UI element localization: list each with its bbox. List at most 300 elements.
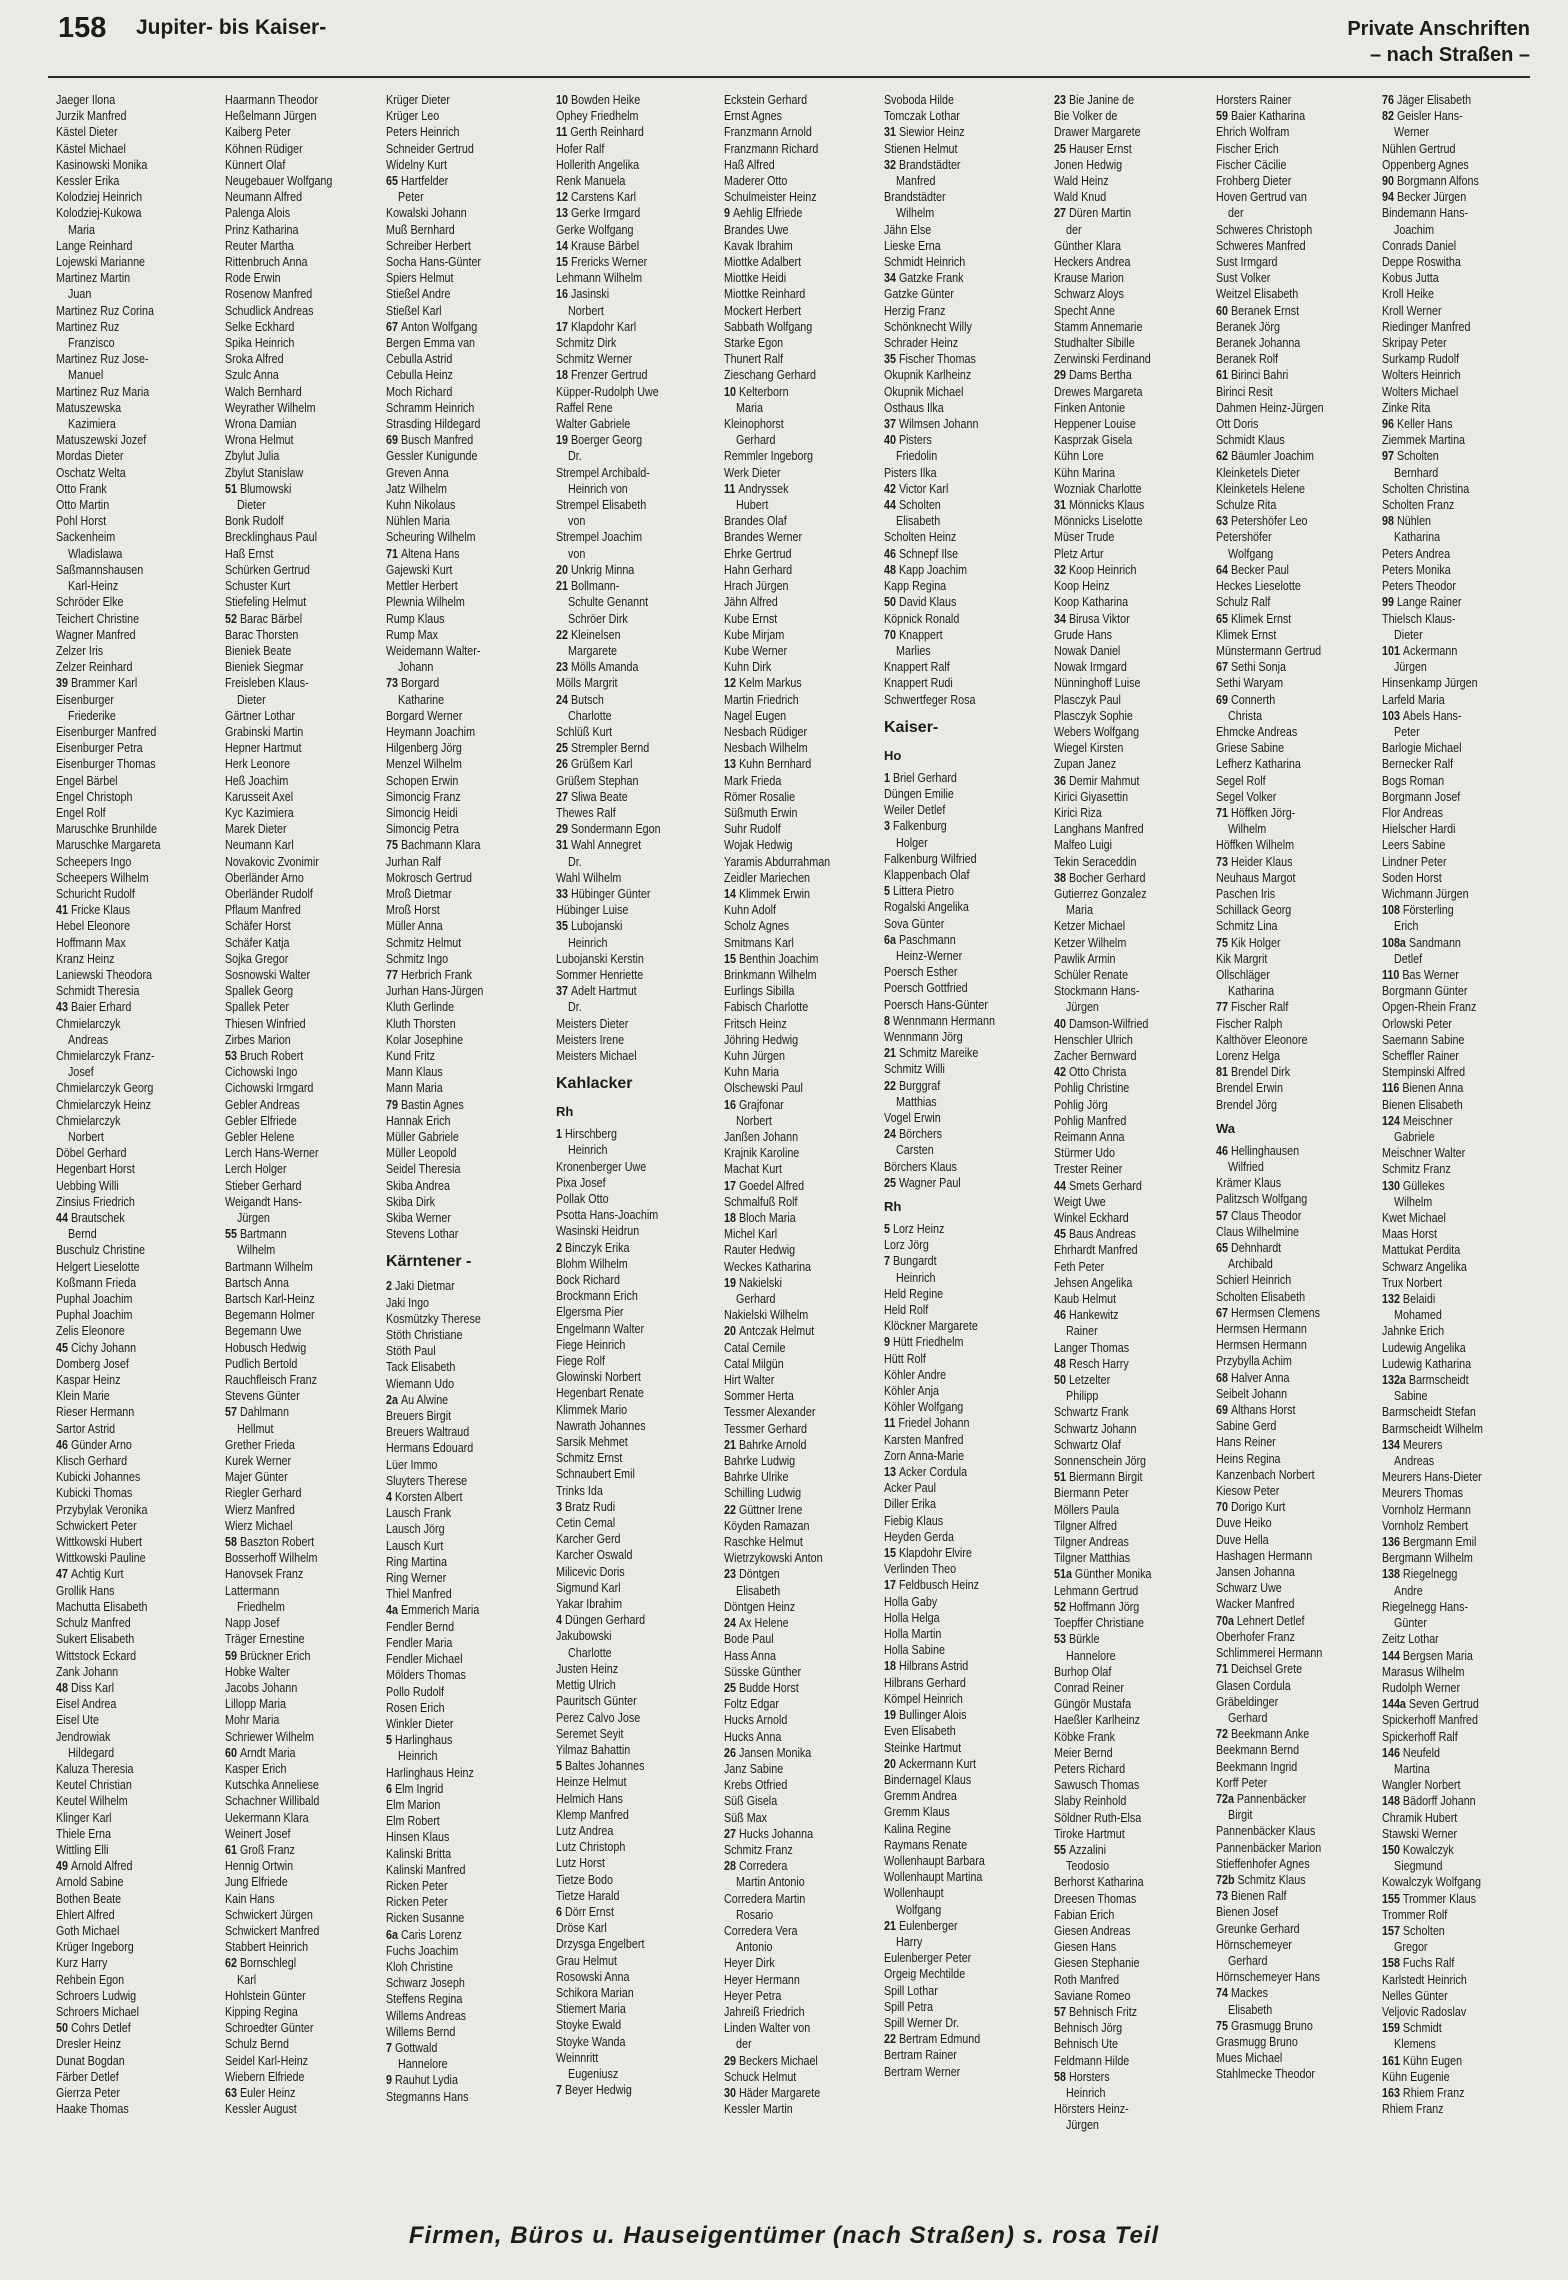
directory-entry: 74 Mackes (1216, 1986, 1269, 2001)
directory-entry: Kessler Erika (56, 174, 120, 189)
entry-continuation: Gerhard (736, 1292, 776, 1307)
directory-entry: 49 Arnold Alfred (56, 1859, 133, 1874)
directory-entry: Kömpel Heinrich (884, 1691, 963, 1706)
directory-entry: Wojak Hedwig (724, 838, 793, 853)
entry-continuation: Rosario (736, 1907, 774, 1922)
directory-entry: Gebler Helene (225, 1130, 295, 1144)
directory-entry: Toepffer Christiane (1054, 1616, 1145, 1631)
directory-entry: Chmielarczyk Georg (56, 1081, 154, 1096)
directory-entry: Lausch Kurt (386, 1538, 444, 1553)
directory-entry: Thunert Ralf (724, 352, 784, 367)
directory-entry: Kleinketels Helene (1216, 481, 1306, 496)
directory-entry: Pisters Ilka (884, 465, 937, 480)
directory-entry: 11 Gerth Reinhard (556, 125, 644, 140)
house-number: 27 (724, 1826, 739, 1841)
directory-entry: Tekin Seraceddin (1054, 854, 1137, 869)
district-code: Rh (556, 1104, 574, 1120)
directory-entry: Kube Ernst (724, 611, 778, 626)
column-6 (884, 92, 1034, 2182)
directory-entry: 101 Ackermann (1382, 643, 1458, 658)
directory-entry: Skiba Andrea (386, 1178, 450, 1193)
house-number: 79 (386, 1097, 401, 1112)
directory-entry: Köyden Ramazan (724, 1518, 810, 1533)
directory-entry: Kühn Eugenie (1382, 2069, 1450, 2084)
directory-entry: 65 Hartfelder (386, 174, 449, 189)
directory-entry: Karcher Gerd (556, 1532, 621, 1547)
directory-entry: Bertram Rainer (884, 2048, 957, 2063)
directory-entry: Gremm Klaus (884, 1805, 950, 1820)
header-rule (48, 76, 1530, 78)
directory-entry: Schikora Marian (556, 1985, 634, 2000)
directory-entry: 60 Arndt Maria (225, 1745, 296, 1760)
entry-continuation: Elisabeth (896, 514, 941, 529)
directory-entry: 12 Kelm Markus (724, 676, 802, 691)
directory-entry: 22 Kleinelsen (556, 627, 621, 642)
directory-entry: Hannak Erich (386, 1113, 451, 1128)
directory-entry: Pletz Artur (1054, 546, 1104, 561)
directory-entry: Seidel Theresia (386, 1162, 461, 1177)
entry-continuation: Peter (1394, 724, 1420, 739)
directory-entry: 14 Klimmek Erwin (724, 886, 811, 901)
directory-entry: Zirbes Marion (225, 1032, 291, 1047)
entry-continuation: Andreas (68, 1032, 109, 1047)
house-number: 32 (884, 157, 899, 172)
house-number: 73 (1216, 1889, 1231, 1904)
directory-entry: Scholten Heinz (884, 530, 957, 545)
house-number: 103 (1382, 708, 1403, 723)
house-number: 48 (56, 1680, 71, 1695)
directory-entry: Cichowski Irmgard (225, 1081, 314, 1096)
directory-entry: Griese Sabine (1216, 741, 1285, 756)
directory-entry: Machutta Elisabeth (56, 1599, 148, 1614)
entry-continuation: Schröer Dirk (568, 611, 628, 626)
directory-entry: Kuhn Dirk (724, 660, 772, 675)
directory-entry: 20 Ackermann Kurt (884, 1756, 977, 1771)
directory-entry: Chramik Hubert (1382, 1810, 1458, 1825)
directory-entry: Petershöfer (1216, 530, 1272, 545)
directory-entry: Schönknecht Willy (884, 319, 972, 334)
house-number: 2 (386, 1279, 395, 1294)
directory-entry: Schmidt Theresia (56, 984, 140, 999)
entry-continuation: Jürgen (237, 1211, 270, 1226)
directory-entry: 82 Geisler Hans- (1382, 109, 1463, 124)
directory-entry: Zinsius Friedrich (56, 1194, 135, 1209)
directory-entry: Held Rolf (884, 1303, 929, 1318)
directory-entry: 1 Hirschberg (556, 1127, 617, 1142)
directory-entry: Chmielarczyk (56, 1016, 121, 1031)
directory-entry: 60 Beranek Ernst (1216, 303, 1300, 318)
directory-entry: 158 Fuchs Ralf (1382, 1956, 1455, 1971)
directory-entry: 146 Neufeld (1382, 1745, 1440, 1760)
entry-continuation: Katharine (398, 692, 445, 707)
directory-entry: Rump Klaus (386, 611, 445, 626)
directory-entry: Sartor Astrid (56, 1421, 116, 1436)
directory-entry: Knappert Ralf (884, 660, 950, 675)
entry-continuation: Rainer (1066, 1324, 1098, 1339)
house-number: 19 (884, 1708, 899, 1723)
directory-entry: 76 Jäger Elisabeth (1382, 93, 1472, 107)
directory-entry: Haake Thomas (56, 2102, 129, 2117)
directory-entry: Heinze Helmut (556, 1775, 627, 1790)
directory-entry: Engel Christoph (56, 789, 133, 804)
entry-continuation: Gregor (1394, 1940, 1428, 1955)
directory-entry: Nünninghoff Luise (1054, 676, 1141, 691)
entry-continuation: Dr. (568, 1000, 582, 1015)
directory-entry: Brockmann Erich (556, 1289, 638, 1304)
directory-entry: Schuck Helmut (724, 2069, 797, 2084)
directory-entry: Wolters Michael (1382, 384, 1459, 399)
house-number: 60 (1216, 303, 1231, 318)
directory-entry: Winkler Dieter (386, 1716, 454, 1731)
directory-entry: Künnert Olaf (225, 157, 286, 172)
directory-entry: Schulmeister Heinz (724, 190, 817, 205)
directory-entry: 81 Brendel Dirk (1216, 1065, 1291, 1080)
entry-continuation: Philipp (1066, 1389, 1099, 1404)
directory-entry: Krüger Leo (386, 109, 440, 124)
directory-entry: Kessler Martin (724, 2102, 793, 2117)
directory-entry: Lieske Erna (884, 238, 941, 253)
directory-entry: Kronenberger Uwe (556, 1159, 647, 1174)
house-number: 57 (1054, 2004, 1069, 2019)
directory-entry: Duve Heiko (1216, 1516, 1272, 1531)
house-number: 4 (556, 1613, 565, 1628)
house-number: 19 (556, 433, 571, 448)
directory-entry: Wangler Norbert (1382, 1778, 1461, 1793)
directory-entry: Saviane Romeo (1054, 1988, 1131, 2003)
house-number: 58 (1054, 2069, 1069, 2084)
directory-entry: Schwartz Frank (1054, 1405, 1129, 1420)
directory-entry: Köhler Andre (884, 1367, 947, 1382)
directory-entry: 77 Herbrich Frank (386, 967, 473, 982)
directory-entry: Eisel Andrea (56, 1697, 117, 1712)
directory-entry: Renk Manuela (556, 174, 626, 189)
directory-entry: Brandes Olaf (724, 514, 787, 529)
directory-entry: Giesen Andreas (1054, 1923, 1131, 1938)
directory-entry: Schwickert Jürgen (225, 1907, 313, 1922)
house-number: 9 (884, 1335, 893, 1350)
house-number: 6a (386, 1927, 401, 1942)
directory-entry: Psotta Hans-Joachim (556, 1208, 659, 1223)
directory-entry: Kanzenbach Norbert (1216, 1467, 1315, 1482)
entry-continuation: Bernd (68, 1227, 97, 1242)
house-number: 70a (1216, 1613, 1237, 1628)
directory-entry: Trinks Ida (556, 1483, 603, 1498)
directory-entry: Klimek Ernst (1216, 627, 1277, 642)
directory-entry: Kain Hans (225, 1891, 275, 1906)
directory-entry: Stahlmecke Theodor (1216, 2067, 1316, 2082)
directory-entry: Jatz Wilhelm (386, 481, 447, 496)
directory-entry: Greven Anna (386, 465, 449, 480)
house-number: 96 (1382, 417, 1397, 432)
directory-entry: 13 Acker Cordula (884, 1465, 968, 1480)
house-number: 8 (884, 1013, 893, 1028)
directory-entry: Gerke Wolfgang (556, 222, 634, 237)
entry-continuation: Matthias (896, 1094, 937, 1109)
directory-entry: Even Elisabeth (884, 1724, 956, 1739)
directory-entry: Foltz Edgar (724, 1697, 779, 1712)
directory-entry: 23 Döntgen (724, 1567, 780, 1582)
directory-entry: 34 Gatzke Frank (884, 271, 964, 286)
directory-entry: Flor Andreas (1382, 805, 1443, 820)
directory-entry: Justen Heinz (556, 1661, 619, 1676)
directory-entry: Köhler Wolfgang (884, 1400, 964, 1415)
directory-entry: Ketzer Michael (1054, 919, 1126, 934)
directory-entry: Hahn Gerhard (724, 562, 793, 577)
directory-entry: Wagner Manfred (56, 627, 136, 642)
directory-entry: Gutierrez Gonzalez (1054, 886, 1147, 901)
directory-entry: Segel Rolf (1216, 773, 1266, 788)
directory-entry: Stempinski Alfred (1382, 1065, 1466, 1080)
directory-entry: Miottke Adalbert (724, 255, 802, 270)
directory-entry: Nühlen Maria (386, 514, 450, 529)
directory-entry: Napp Josef (225, 1616, 280, 1631)
directory-entry: Domberg Josef (56, 1356, 129, 1371)
district-code: Rh (884, 1199, 902, 1214)
directory-entry: Wacker Manfred (1216, 1597, 1295, 1612)
directory-entry: Kolodziej Heinrich (56, 190, 143, 205)
directory-entry: Stiemert Maria (556, 2002, 626, 2017)
directory-entry: Bahrke Ludwig (724, 1454, 796, 1469)
directory-entry: Schmalfuß Rolf (724, 1194, 798, 1209)
directory-entry: Schmitz Helmut (386, 935, 462, 950)
house-number: 10 (724, 384, 739, 399)
directory-entry: Jansen Johanna (1216, 1565, 1295, 1580)
house-number: 75 (386, 838, 401, 853)
section-title (1347, 16, 1530, 68)
directory-entry: Jehsen Angelika (1054, 1275, 1133, 1290)
directory-entry: Kasprzak Gisela (1054, 433, 1133, 448)
house-number: 37 (556, 984, 571, 999)
directory-entry: Yilmaz Bahattin (556, 1742, 631, 1757)
directory-entry: Süß Gisela (724, 1794, 778, 1809)
directory-entry: 7 Bungardt (884, 1254, 937, 1269)
house-number: 18 (724, 1211, 739, 1226)
house-number: 26 (724, 1745, 739, 1760)
directory-entry: Dresler Heinz (56, 2037, 122, 2052)
house-number: 51 (225, 481, 240, 496)
entry-continuation: Hellmut (237, 1421, 274, 1436)
directory-entry: Nowak Irmgard (1054, 660, 1127, 675)
directory-entry: 42 Otto Christa (1054, 1065, 1127, 1080)
directory-entry: Gremm Andrea (884, 1789, 957, 1804)
directory-entry: 4a Emmerich Maria (386, 1603, 480, 1618)
directory-entry: Spickerhoff Manfred (1382, 1713, 1479, 1728)
directory-entry: Neugebauer Wolfgang (225, 174, 333, 189)
house-number: 4 (386, 1490, 395, 1505)
directory-entry: Lerch Holger (225, 1162, 287, 1177)
directory-entry: Soden Horst (1382, 870, 1442, 885)
directory-entry: Lehmann Gertrud (1054, 1583, 1139, 1598)
house-number: 30 (724, 2085, 739, 2100)
directory-entry: 61 Groß Franz (225, 1842, 295, 1857)
directory-entry: Schrader Heinz (884, 336, 959, 351)
house-number: 158 (1382, 1956, 1403, 1971)
directory-entry: Pohlig Manfred (1054, 1113, 1127, 1128)
entry-continuation: Detlef (1394, 951, 1423, 966)
directory-entry: Yaramis Abdurrahman (724, 854, 831, 869)
directory-entry: Gebler Elfriede (225, 1113, 297, 1128)
district-code: Wa (1216, 1120, 1236, 1136)
directory-entry: Fritsch Heinz (724, 1016, 787, 1031)
directory-entry: Bieniek Siegmar (225, 660, 304, 675)
directory-entry: Muß Bernhard (386, 222, 455, 237)
directory-entry: Claus Wilhelmine (1216, 1224, 1300, 1239)
directory-entry: Heppener Louise (1054, 417, 1136, 432)
directory-entry: Fiebig Klaus (884, 1513, 944, 1528)
directory-entry: Kästel Dieter (56, 125, 118, 140)
entry-continuation: Katharina (1228, 984, 1275, 999)
house-number: 21 (884, 1918, 899, 1933)
entry-continuation: Jürgen (1394, 660, 1427, 675)
directory-entry: Köbke Frank (1054, 1729, 1115, 1744)
directory-entry: Meurers Thomas (1382, 1486, 1464, 1501)
directory-entry: 71 Deichsel Grete (1216, 1662, 1303, 1677)
directory-entry: Schmitz Willi (884, 1062, 945, 1077)
entry-continuation: Martin Antonio (736, 1875, 805, 1890)
house-number: 69 (386, 433, 401, 448)
house-number: 45 (56, 1340, 71, 1355)
directory-entry: Heckes Lieselotte (1216, 579, 1301, 594)
directory-entry: 34 Birusa Viktor (1054, 611, 1130, 626)
directory-entry: Kirici Riza (1054, 805, 1102, 820)
house-number: 29 (724, 2053, 739, 2068)
directory-entry: Nühlen Gertrud (1382, 141, 1456, 156)
directory-entry: Lillopp Maria (225, 1697, 286, 1712)
entry-continuation: Heinrich (568, 1143, 608, 1158)
house-number: 13 (724, 757, 739, 772)
directory-entry: Martinez Ruz Jose- (56, 352, 149, 367)
directory-entry: Krause Marion (1054, 271, 1124, 286)
directory-entry: 59 Brückner Erich (225, 1648, 311, 1663)
directory-entry: 50 David Klaus (884, 595, 957, 610)
house-number: 48 (884, 562, 899, 577)
directory-entry: Döbel Gerhard (56, 1146, 127, 1161)
directory-entry: Schroedter Günter (225, 2021, 314, 2036)
directory-entry: Schierl Heinrich (1216, 1273, 1292, 1288)
directory-entry: Biermann Peter (1054, 1486, 1129, 1501)
directory-entry: Rauter Hedwig (724, 1243, 796, 1258)
directory-entry: Wiemann Udo (386, 1376, 455, 1391)
directory-entry: Saßmannshausen (56, 562, 144, 577)
house-number: 32 (1054, 562, 1069, 577)
entry-continuation: Norbert (68, 1130, 104, 1144)
directory-entry: Schuster Kurt (225, 579, 291, 594)
house-number: 46 (1054, 1308, 1069, 1323)
directory-entry: Oberländer Rudolf (225, 886, 313, 901)
directory-entry: Wiegel Kirsten (1054, 741, 1124, 756)
house-number: 67 (386, 319, 401, 334)
directory-entry: Kroll Heike (1382, 287, 1434, 302)
directory-entry: 63 Petershöfer Leo (1216, 514, 1308, 529)
directory-entry: Raffel Rene (556, 400, 613, 415)
directory-entry: Jakubowski (556, 1629, 612, 1644)
directory-entry: Rehbein Egon (56, 1972, 125, 1987)
directory-entry: 24 Börchers (884, 1127, 942, 1142)
house-number: 136 (1382, 1535, 1403, 1550)
directory-entry: Sommer Herta (724, 1389, 794, 1404)
directory-entry: Lüer Immo (386, 1457, 438, 1472)
entry-continuation: Elisabeth (736, 1583, 781, 1598)
directory-entry: Chmielarczyk Franz- (56, 1048, 155, 1063)
directory-entry: Schulz Bernd (225, 2037, 289, 2052)
directory-entry: 35 Fischer Thomas (884, 352, 976, 367)
directory-entry: Palitzsch Wolfgang (1216, 1192, 1308, 1207)
directory-entry: Spallek Georg (225, 984, 294, 999)
directory-entry: Hermans Edouard (386, 1441, 474, 1456)
directory-entry: Fuchs Joachim (386, 1943, 459, 1958)
directory-entry: 22 Bertram Edmund (884, 2032, 981, 2047)
house-number: 27 (556, 789, 571, 804)
directory-entry: Trester Reiner (1054, 1162, 1123, 1177)
house-number: 52 (225, 611, 240, 626)
directory-entry: Weckes Katharina (724, 1259, 812, 1274)
house-number: 130 (1382, 1178, 1403, 1193)
house-number: 1 (884, 770, 893, 785)
house-number: 17 (884, 1578, 899, 1593)
entry-continuation: Andre (1394, 1583, 1423, 1598)
directory-entry: 18 Frenzer Gertrud (556, 368, 648, 383)
directory-entry: Hanovsek Franz (225, 1567, 304, 1582)
directory-entry: Fendler Bernd (386, 1619, 455, 1634)
directory-entry: Hennig Ortwin (225, 1859, 294, 1874)
house-number: 72 (1216, 1727, 1231, 1742)
directory-entry: Cetin Cemal (556, 1516, 616, 1531)
directory-entry: Winkel Eckhard (1054, 1211, 1129, 1226)
directory-entry: Berhorst Katharina (1054, 1875, 1144, 1890)
house-number: 70 (1216, 1500, 1231, 1515)
directory-entry: 25 Hauser Ernst (1054, 141, 1132, 156)
directory-entry: 44 Smets Gerhard (1054, 1178, 1142, 1193)
directory-entry: Schroers Ludwig (56, 1988, 137, 2003)
house-number: 23 (1054, 93, 1069, 107)
directory-entry: Kloh Christine (386, 1959, 453, 1974)
directory-entry: Skiba Dirk (386, 1194, 435, 1209)
directory-entry: Küpper-Rudolph Uwe (556, 384, 659, 399)
directory-entry: Ehrich Wolfram (1216, 125, 1290, 140)
house-number: 49 (56, 1859, 71, 1874)
directory-entry: Beranek Rolf (1216, 352, 1279, 367)
directory-entry: Grollik Hans (56, 1583, 115, 1598)
directory-entry: Schmitz Lina (1216, 919, 1278, 934)
directory-entry: Jurzik Manfred (56, 109, 127, 124)
entry-continuation: Klemens (1394, 2037, 1436, 2052)
directory-entry: Herzig Franz (884, 303, 946, 318)
directory-entry: Reuter Martha (225, 238, 294, 253)
directory-entry: 15 Frericks Werner (556, 255, 648, 270)
directory-entry: Specht Anne (1054, 303, 1115, 318)
directory-entry: Borgmann Günter (1382, 984, 1468, 999)
directory-entry: Dröse Karl (556, 1921, 607, 1936)
directory-entry: Lerch Hans-Werner (225, 1146, 319, 1161)
directory-entry: Hörnschemeyer Hans (1216, 1970, 1320, 1985)
directory-entry: Przybylak Veronika (56, 1502, 148, 1517)
directory-entry: Ketzer Wilhelm (1054, 935, 1127, 950)
directory-entry: Zank Johann (56, 1664, 119, 1679)
directory-entry: 22 Güttner Irene (724, 1502, 803, 1517)
directory-entry: Kalinski Britta (386, 1846, 452, 1861)
directory-entry: Krajnik Karoline (724, 1146, 800, 1161)
entry-continuation: Karl (237, 1972, 257, 1987)
house-number: 15 (724, 951, 739, 966)
house-number: 35 (884, 352, 899, 367)
directory-entry: Schneider Gertrud (386, 141, 474, 156)
entry-continuation: Eugeniusz (568, 2066, 619, 2081)
entry-continuation: Martina (1394, 1761, 1430, 1776)
entry-continuation: Birgit (1228, 1808, 1253, 1823)
directory-entry: 124 Meischner (1382, 1113, 1453, 1128)
directory-entry: Chmielarczyk Heinz (56, 1097, 151, 1112)
house-number: 14 (556, 238, 571, 253)
